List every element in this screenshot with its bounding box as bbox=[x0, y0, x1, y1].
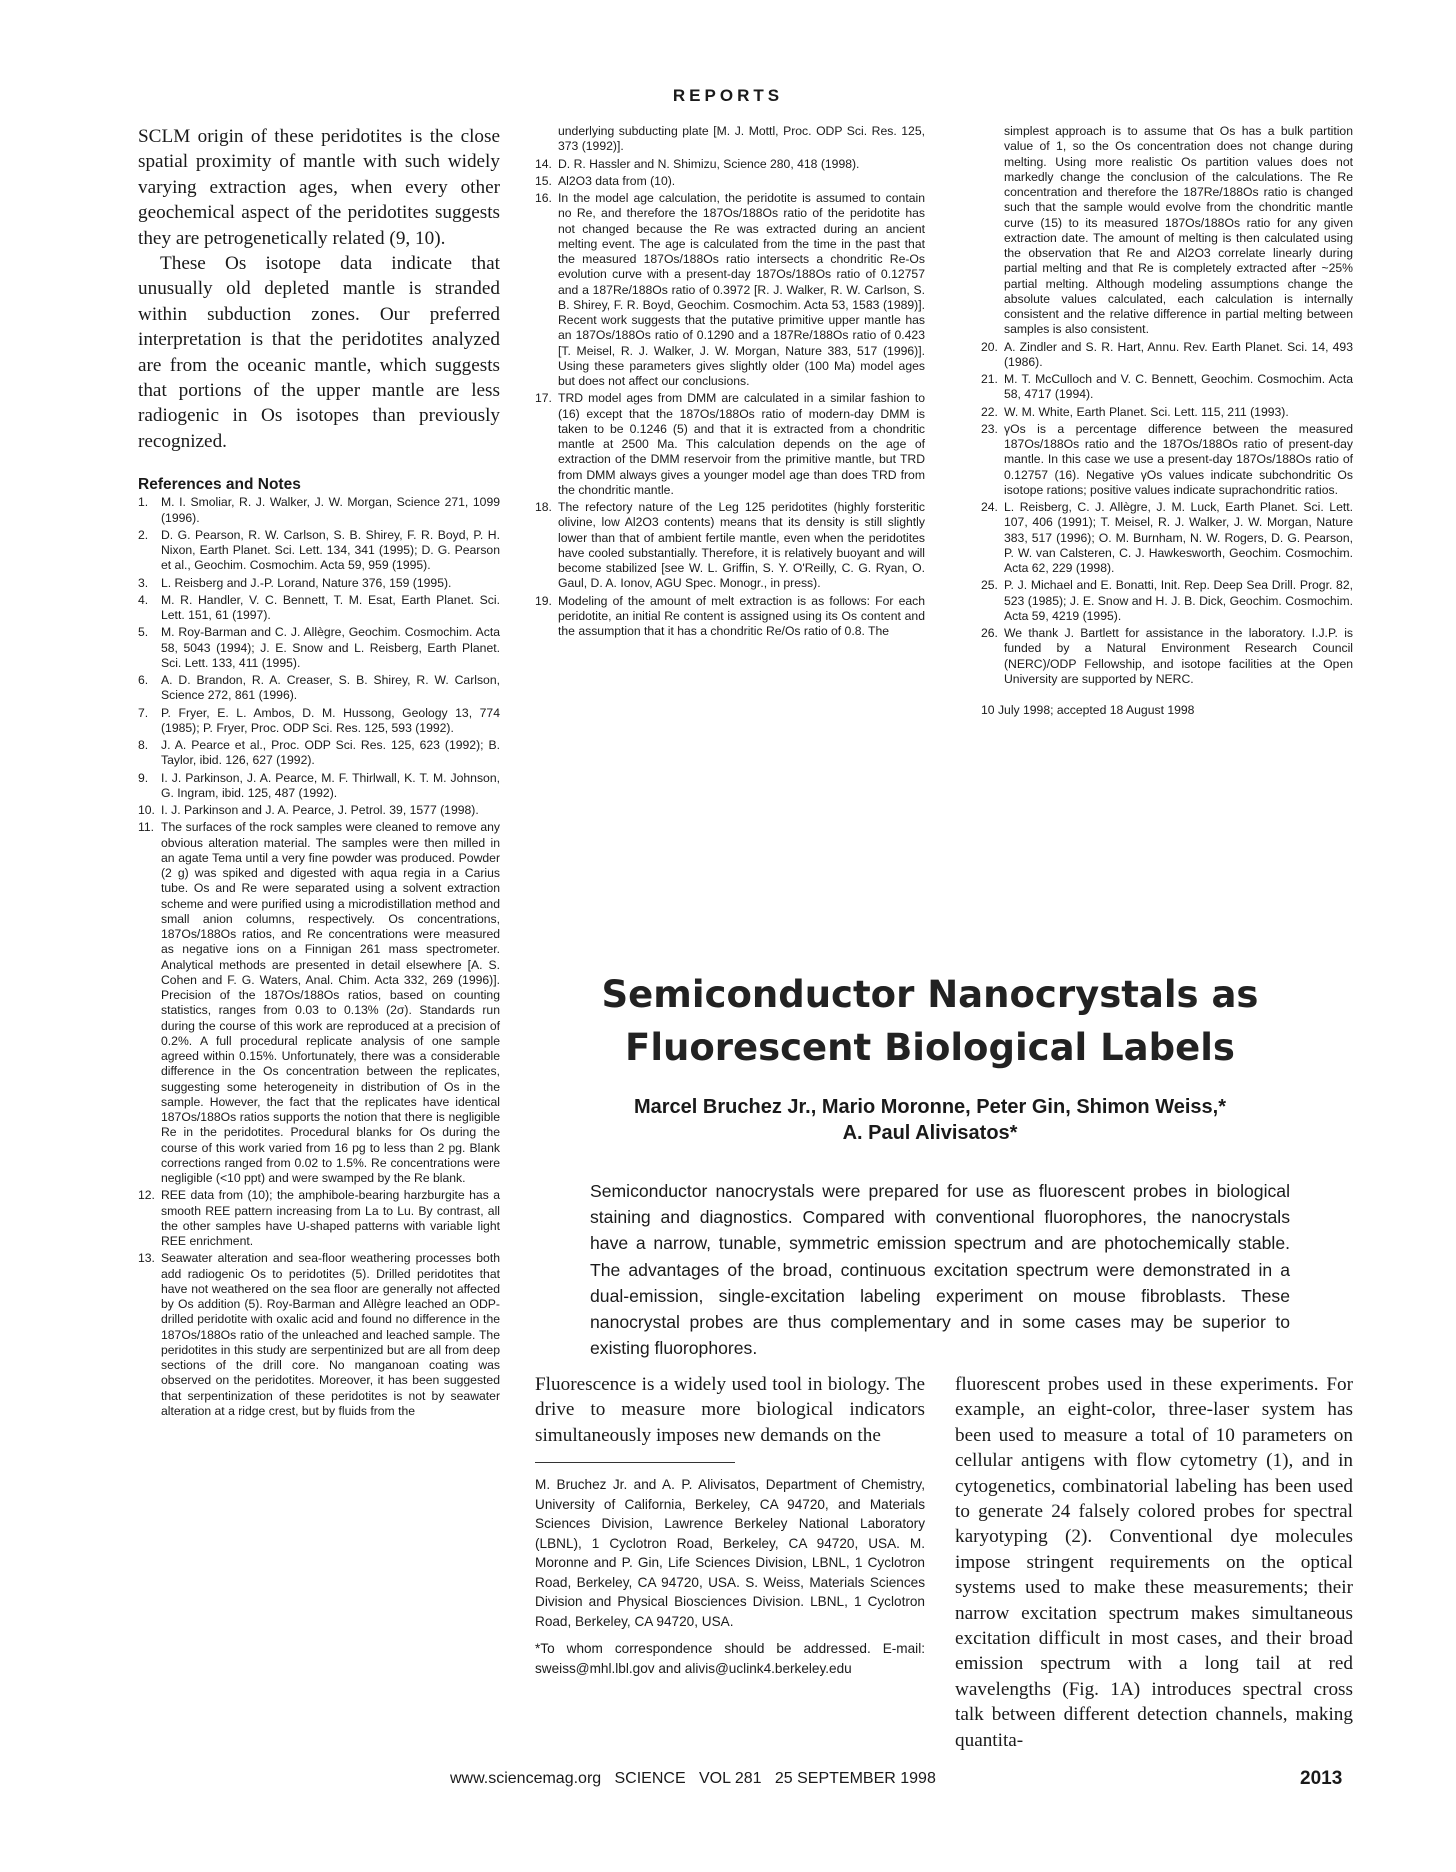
reference-number: 6. bbox=[138, 673, 149, 688]
authors-line: Marcel Bruchez Jr., Mario Moronne, Peter Gin, Shimon Weiss,* bbox=[633, 1096, 1226, 1118]
reference-item bbox=[981, 340, 1353, 371]
reference-item bbox=[535, 500, 925, 592]
reference-item bbox=[138, 738, 500, 769]
reference-item bbox=[138, 1188, 500, 1249]
article-title bbox=[540, 968, 1320, 1074]
reference-text: D. G. Pearson, R. W. Carlson, S. B. Shirey, F. R. Boyd, P. H. Nixon, Earth Planet. Sci. Lett. 134, 341 (1995); D. G. Pearson et al., Geochim. Cosmochim. Acta 59, 959 (1995). bbox=[161, 527, 500, 573]
reference-number: 1. bbox=[138, 495, 149, 510]
authors-line: A. Paul Alivisatos* bbox=[842, 1122, 1018, 1144]
footnote-divider bbox=[535, 1462, 735, 1463]
reference-list bbox=[981, 124, 1353, 687]
reference-number: 5. bbox=[138, 625, 149, 640]
reference-number: 20. bbox=[981, 339, 998, 354]
title-line: Fluorescent Biological Labels bbox=[625, 1026, 1235, 1069]
column-3 bbox=[981, 124, 1353, 718]
reference-item bbox=[535, 391, 925, 498]
reference-text: M. T. McCulloch and V. C. Bennett, Geochim. Cosmochim. Acta 58, 4717 (1994). bbox=[1004, 372, 1353, 402]
body-text-col1 bbox=[138, 124, 500, 454]
reference-number: 21. bbox=[981, 372, 998, 386]
reference-text: D. R. Hassler and N. Shimizu, Science 280, 418 (1998). bbox=[558, 156, 860, 171]
reference-item bbox=[981, 578, 1353, 624]
reference-list bbox=[138, 495, 500, 1419]
reference-item bbox=[138, 771, 500, 802]
reference-number: 17. bbox=[535, 391, 552, 406]
reference-number: 3. bbox=[138, 575, 149, 590]
reference-text: L. Reisberg and J.-P. Lorand, Nature 376, 159 (1995). bbox=[161, 575, 452, 590]
reference-item bbox=[535, 174, 925, 189]
title-line: Semiconductor Nanocrystals as bbox=[601, 973, 1259, 1016]
reference-text: The surfaces of the rock samples were cleaned to remove any obvious alteration material. The samples were then milled in an agate Tema until a very fine powder was produced. Powder (2 g) was spiked and digested with aqua regia in a Carius tube. Os and Re were separated using a solvent extraction scheme and were purified using a microdistillation method and small anion columns, respectively. Os concentrations, 187Os/188Os ratios, and Re concentrations were measured as negative ions on a Finnigan 261 mass spectrometer. Analytical methods are presented in detail elsewhere [A. S. Cohen and F. G. Waters, Anal. Chim. Acta 332, 269 (1996)]. Precision of the 187Os/188Os ratios, based on counting statistics, ranges from 0.03 to 0.13% (2σ). Standards run during the course of this work are reproduced at a precision of 0.2%. A full procedural replicate analysis of one sample agreed within 0.15%. Unfortunately, there was a considerable difference in the Os concentration between the replicates, suggesting some heterogeneity in distribution of Os in the sample. However, the fact that the replicates have identical 187Os/188Os ratios supports the notion that there is negligible Re in the peridotites. Procedural blanks for Os during the course of this work varied from 16 pg to less than 2 pg. Blank corrections ranged from 0.02 to 1.5%. Re concentrations were negligible (<10 ppt) and were swamped by the Re blank. bbox=[161, 820, 500, 1186]
reference-text: I. J. Parkinson, J. A. Pearce, M. F. Thirlwall, K. T. M. Johnson, G. Ingram, ibid. 125, 487 (1992). bbox=[161, 770, 500, 800]
reference-item bbox=[981, 500, 1353, 576]
reference-number: 4. bbox=[138, 592, 149, 607]
reference-item bbox=[138, 1251, 500, 1419]
reference-item bbox=[138, 625, 500, 671]
page-footer: www.sciencemag.org SCIENCE VOL 281 25 SEPTEMBER 1998 bbox=[450, 1770, 936, 1787]
reference-number: 8. bbox=[138, 738, 149, 753]
reference-text: underlying subducting plate [M. J. Mottl, Proc. ODP Sci. Res. 125, 373 (1992)]. bbox=[558, 124, 925, 154]
article-body-col1 bbox=[535, 1372, 925, 1678]
reference-text: The refectory nature of the Leg 125 peridotites (highly forsteritic olivine, low Al2O3 contents) means that its density is still slightly lower than that of ambient fertile mantle, even when the peridotites have cooled substantially. Therefore, it is relatively buoyant and will become stabilized [see W. L. Griffin, S. Y. O'Reilly, C. G. Ryan, O. Gaul, D. A. Ionov, AGU Spec. Monogr., in press). bbox=[558, 500, 925, 591]
reference-item bbox=[981, 626, 1353, 687]
reference-item bbox=[138, 495, 500, 526]
reference-item bbox=[138, 528, 500, 574]
reference-number: 22. bbox=[981, 404, 998, 419]
reference-number: 7. bbox=[138, 705, 149, 720]
reference-text: TRD model ages from DMM are calculated in a similar fashion to (16) except that the 187Os/188Os ratio of modern-day DMM is taken to be 0.1246 (5) and that it is extracted from a chondritic mantle at 2500 Ma. This calculation depends on the age of extraction of the DMM reservoir from the primitive mantle, but TRD from DMM always gives a younger model age than does TRD from the chondritic mantle. bbox=[558, 391, 925, 497]
reference-number: 19. bbox=[535, 593, 552, 608]
reference-number: 15. bbox=[535, 173, 552, 188]
reference-item bbox=[138, 593, 500, 624]
correspondence-note: *To whom correspondence should be addressed. E-mail: sweiss@mhl.lbl.gov and alivis@uclink4.berkeley.edu bbox=[535, 1641, 925, 1676]
reference-text: W. M. White, Earth Planet. Sci. Lett. 115, 211 (1993). bbox=[1004, 404, 1289, 419]
article-body-col2 bbox=[955, 1372, 1353, 1753]
reference-text: P. Fryer, E. L. Ambos, D. M. Hussong, Geology 13, 774 (1985); P. Fryer, Proc. ODP Sci. Res. 125, 593 (1992). bbox=[161, 705, 500, 735]
body-text: fluorescent probes used in these experiments. For example, an eight-color, three-laser system has been used to measure a total of 10 parameters on cellular antigens with flow cytometry (1), and in cytogenetics, combinatorial labeling has been used to generate 24 falsely colored probes for spectral karyotyping (2). Conventional dye molecules impose stringent requirements on the optical systems used to make these measurements; their narrow excitation spectrum makes simultaneous excitation difficult in most cases, and their broad emission spectrum with a long tail at red wavelengths (Fig. 1A) introduces spectral cross talk between different detection channels, making quantita- bbox=[955, 1374, 1353, 1751]
reference-list bbox=[535, 124, 925, 639]
references-heading: References and Notes bbox=[138, 476, 301, 494]
reference-text: We thank J. Bartlett for assistance in the laboratory. I.J.P. is funded by a Natural Environment Research Council (NERC)/ODP Fellowship, and isotope facilities at the Open University are supported by NERC. bbox=[1004, 626, 1353, 686]
reference-number: 14. bbox=[535, 156, 552, 171]
reference-number: 2. bbox=[138, 527, 149, 542]
reference-number: 13. bbox=[138, 1251, 155, 1266]
reference-item bbox=[535, 157, 925, 172]
reference-item bbox=[535, 594, 925, 640]
paragraph: These Os isotope data indicate that unusually old depleted mantle is stranded within subduction zones. Our preferred interpretation is that the peridotites analyzed are from the oceanic mantle, which suggests that portions of the upper mantle are less radiogenic in Os isotopes than previously recognized. bbox=[138, 253, 500, 452]
article-abstract: Semiconductor nanocrystals were prepared for use as fluorescent probes in biological staining and diagnostics. Compared with conventional fluorophores, the nanocrystals have a narrow, tunable, symmetric emission spectrum and are photochemically stable. The advantages of the broad, continuous excitation spectrum were demonstrated in a dual-emission, single-excitation labeling experiment on mouse fibroblasts. These nanocrystal probes are thus complementary and in some cases may be superior to existing fluorophores. bbox=[590, 1181, 1290, 1359]
reference-text: A. D. Brandon, R. A. Creaser, S. B. Shirey, R. W. Carlson, Science 272, 861 (1996). bbox=[161, 673, 500, 703]
reference-text: L. Reisberg, C. J. Allègre, J. M. Luck, Earth Planet. Sci. Lett. 107, 406 (1991); T. Meisel, R. J. Walker, J. W. Morgan, Nature 383, 517 (1996); O. M. Burnham, N. W. Rogers, D. G. Pearson, P. W. van Calsteren, C. J. Hawkesworth, Geochim. Cosmochim. Acta 62, 229 (1998). bbox=[1004, 500, 1353, 575]
reference-text: M. I. Smoliar, R. J. Walker, J. W. Morgan, Science 271, 1099 (1996). bbox=[161, 495, 500, 525]
author-affiliations: M. Bruchez Jr. and A. P. Alivisatos, Department of Chemistry, University of California, Berkeley, CA 94720, and Materials Sciences Division, Lawrence Berkeley National Laboratory (LBNL), 1 Cyclotron Road, Berkeley, CA 94720, USA. M. Moronne and P. Gin, Life Sciences Division, LBNL, 1 Cyclotron Road, Berkeley, CA 94720, USA. S. Weiss, Materials Sciences Division and Physical Biosciences Division. LBNL, 1 Cyclotron Road, Berkeley, CA 94720, USA. bbox=[535, 1477, 925, 1629]
reference-item bbox=[138, 803, 500, 818]
reference-text: J. A. Pearce et al., Proc. ODP Sci. Res. 125, 623 (1992); B. Taylor, ibid. 126, 627 (1992). bbox=[161, 738, 500, 768]
reference-text: simplest approach is to assume that Os has a bulk partition value of 1, so the Os concentration does not change during melting. Using more realistic Os partition values does not markedly change the conclusion of the calculations. The Re concentration and therefore the 187Re/188Os ratio is changed such that the sample would evolve from the chondritic mantle curve (15) to its measured 187Os/188Os ratio for any given extraction date. The amount of melting is then calculated using the observation that Re and Al2O3 correlate linearly during partial melting and that Re is completely extracted after ~25% partial melting. Although modeling assumptions change the absolute values calculated, each calculation is internally consistent and the relative difference in partial melting between samples is also consistent. bbox=[1004, 124, 1353, 337]
reference-item bbox=[981, 422, 1353, 498]
reference-item bbox=[138, 820, 500, 1186]
reference-number: 18. bbox=[535, 500, 552, 514]
reference-text: M. R. Handler, V. C. Bennett, T. M. Esat, Earth Planet. Sci. Lett. 151, 61 (1997). bbox=[161, 592, 500, 623]
reference-number: 11. bbox=[138, 820, 155, 835]
reference-item bbox=[138, 673, 500, 704]
reference-item bbox=[535, 191, 925, 389]
reference-text: I. J. Parkinson and J. A. Pearce, J. Petrol. 39, 1577 (1998). bbox=[161, 803, 479, 818]
article-authors bbox=[540, 1094, 1320, 1146]
reference-text: In the model age calculation, the peridotite is assumed to contain no Re, and therefore the 187Os/188Os ratio of the peridotite has not changed because the Re was extracted during an ancient melting event. The age is calculated from the time in the past that the measured 187Os/188Os ratio intersects a chondritic Re-Os evolution curve with a present-day 187Os/188Os ratio of 0.12757 and a 187Re/188Os ratio of 0.3972 [R. J. Walker, R. W. Carlson, S. B. Shirey, F. R. Boyd, Geochim. Cosmochim. Acta 53, 1583 (1989)]. Recent work suggests that the putative primitive upper mantle has an 187Os/188Os ratio of 0.1290 and a 187Re/188Os ratio of 0.423 [T. Meisel, R. J. Walker, J. W. Morgan, Nature 383, 517 (1996)]. Using these parameters gives slightly older (100 Ma) model ages but does not affect our conclusions. bbox=[558, 191, 925, 388]
reference-item bbox=[138, 706, 500, 737]
reference-text: Al2O3 data from (10). bbox=[558, 173, 676, 188]
reference-text: γOs is a percentage difference between the measured 187Os/188Os ratio and the 187Os/188Os ratio of present-day mantle. In this case we use a present-day 187Os/188Os ratio of 0.12757 (16). Negative γOs values indicate subchondritic Os isotope rations; positive values indicate suprachondritic ratios. bbox=[1004, 421, 1353, 497]
reference-item bbox=[138, 576, 500, 591]
body-text: Fluorescence is a widely used tool in biology. The drive to measure more biological indicators simultaneously imposes new demands on the bbox=[535, 1374, 925, 1446]
reference-number: 26. bbox=[981, 626, 998, 640]
reference-text: P. J. Michael and E. Bonatti, Init. Rep. Deep Sea Drill. Progr. 82, 523 (1985); J. E. Snow and H. J. B. Dick, Geochim. Cosmochim. Acta 59, 4219 (1995). bbox=[1004, 578, 1353, 623]
reference-text: M. Roy-Barman and C. J. Allègre, Geochim. Cosmochim. Acta 58, 5043 (1994); J. E. Snow and L. Reisberg, Earth Planet. Sci. Lett. 133, 411 (1995). bbox=[161, 625, 500, 670]
reference-number: 25. bbox=[981, 578, 998, 593]
reference-number: 9. bbox=[138, 770, 149, 785]
received-date: 10 July 1998; accepted 18 August 1998 bbox=[981, 703, 1195, 717]
reference-number: 10. bbox=[138, 803, 155, 818]
reference-text: Seawater alteration and sea-floor weathering processes both add radiogenic Os to peridotites (5). Drilled peridotites that have not weathered on the sea floor are generally not affected by Os addition (5). Roy-Barman and Allègre leached an ODP-drilled peridotite with oxalic acid and found no difference in the 187Os/188Os ratio of the unleached and leached sample. The peridotites in this study are serpentinized but are all from deep sections of the drill core. No manganoan coating was observed on the peridotites. Moreover, it has been suggested that serpentinization of these peridotites is not by seawater alteration at a ridge crest, but by fluids from the bbox=[161, 1251, 500, 1418]
reference-number: 12. bbox=[138, 1188, 155, 1203]
section-header: REPORTS bbox=[672, 86, 784, 105]
reference-number: 23. bbox=[981, 421, 998, 436]
reference-item bbox=[981, 124, 1353, 338]
reference-item bbox=[981, 405, 1353, 420]
reference-item bbox=[981, 372, 1353, 403]
column-2 bbox=[535, 124, 925, 641]
paragraph: SCLM origin of these peridotites is the close spatial proximity of mantle with such widely varying extraction ages, when every other geochemical aspect of the peridotites suggests they are petrogenetically related (9, 10). bbox=[138, 126, 500, 249]
reference-number: 16. bbox=[535, 191, 552, 205]
column-1 bbox=[138, 124, 500, 1421]
reference-text: REE data from (10); the amphibole-bearing harzburgite has a smooth REE pattern increasing from La to Lu. By contrast, all the other samples have U-shaped patterns with variable light REE enrichment. bbox=[161, 1188, 500, 1249]
reference-number: 24. bbox=[981, 500, 998, 514]
reference-item bbox=[535, 124, 925, 155]
reference-text: Modeling of the amount of melt extraction is as follows: For each peridotite, an initial Re content is assigned using its Os content and the assumption that it has a chondritic Re/Os ratio of 0.8. The bbox=[558, 593, 925, 638]
reference-text: A. Zindler and S. R. Hart, Annu. Rev. Earth Planet. Sci. 14, 493 (1986). bbox=[1004, 339, 1353, 369]
page-number: 2013 bbox=[1300, 1768, 1343, 1789]
